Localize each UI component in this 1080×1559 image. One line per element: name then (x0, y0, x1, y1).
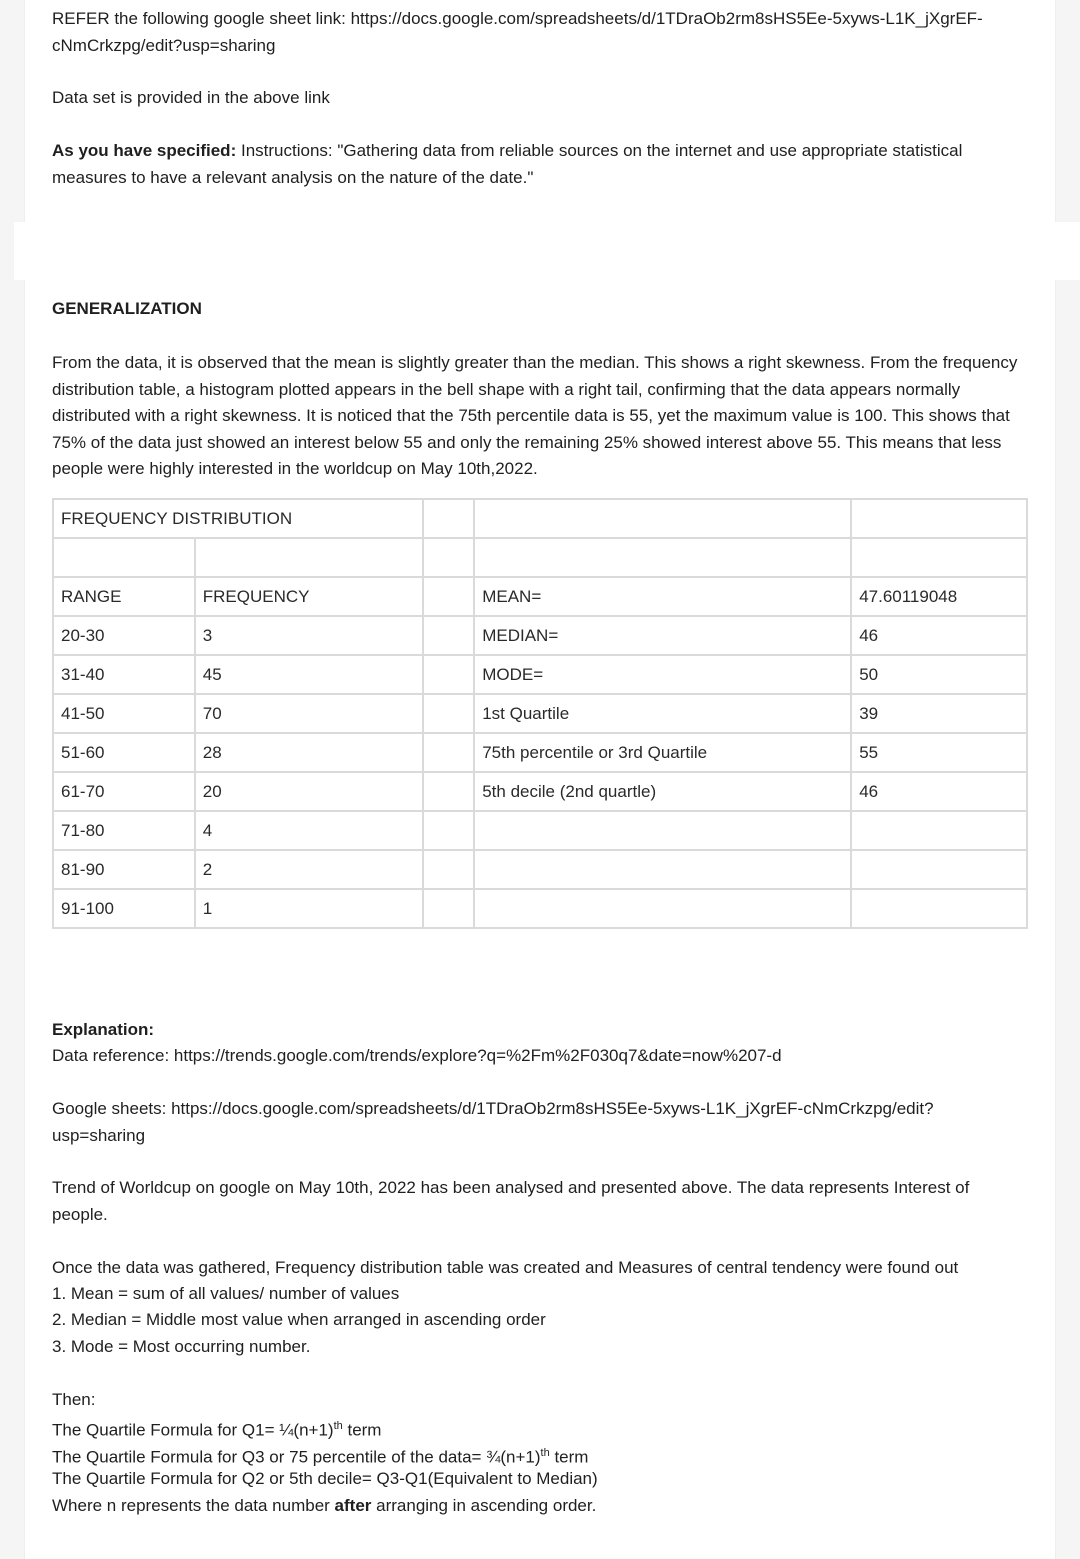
frequency-cell: 2 (195, 850, 424, 889)
header-frequency: FREQUENCY (195, 577, 424, 616)
dataset-note: Data set is provided in the above link (52, 88, 330, 107)
stat-label-cell: MODE= (474, 655, 851, 694)
frequency-cell: 28 (195, 733, 424, 772)
table-cell (423, 733, 474, 772)
table-cell (851, 499, 1027, 538)
range-cell: 51-60 (53, 733, 195, 772)
stat-value-cell: 39 (851, 694, 1027, 733)
generalization-heading: GENERALIZATION (52, 299, 202, 318)
table-cell (423, 499, 474, 538)
stat-label-cell: 75th percentile or 3rd Quartile (474, 733, 851, 772)
mean-label: MEAN= (474, 577, 851, 616)
specified-text: Instructions: "Gathering data from reliable sources on the internet and use appropriate statistical measures to have a relevant analysis on the nature of the date." (52, 141, 963, 187)
stat-value-cell: 50 (851, 655, 1027, 694)
header-range: RANGE (53, 577, 195, 616)
section-divider (14, 222, 1080, 280)
frequency-cell: 4 (195, 811, 424, 850)
table-cell (423, 772, 474, 811)
range-cell: 81-90 (53, 850, 195, 889)
range-cell: 71-80 (53, 811, 195, 850)
refer-link-text[interactable]: REFER the following google sheet link: https://docs.google.com/spreadsheets/d/1TDraOb2rm8sHS5Ee-5xyws-L1K_jXgrEF-cNmCrkzpg/edit?usp=sharing (52, 9, 983, 55)
frequency-cell: 3 (195, 616, 424, 655)
table-row (53, 733, 1027, 772)
range-cell: 31-40 (53, 655, 195, 694)
generalization-text: From the data, it is observed that the mean is slightly greater than the median. This shows a right skewness. From the frequency distribution table, a histogram plotted appears in the bell shape with a right tail, confirming that the data appears normally distributed with a right skewness. It is noticed that the 75th percentile data is 55, yet the maximum value is 100. This shows that 75% of the data just showed an interest below 55 and only the remaining 25% showed interest above 55. This means that less people were highly interested in the worldcup on May 10th,2022. (52, 353, 1018, 478)
stat-label-cell (474, 850, 851, 889)
list-item: 2. Median = Middle most value when arranged in ascending order (52, 1310, 546, 1329)
range-cell: 91-100 (53, 889, 195, 928)
table-row (53, 499, 1027, 538)
q1-formula: The Quartile Formula for $Q1= \frac{1}{4}(n+1)^{th}$ term (52, 1420, 382, 1440)
stat-value-cell (851, 811, 1027, 850)
frequency-cell: 45 (195, 655, 424, 694)
trend-paragraph: Trend of Worldcup on google on May 10th, 2022 has been analysed and presented above. The data represents Interest of people. (52, 1178, 970, 1224)
table-row (53, 850, 1027, 889)
table-row (53, 694, 1027, 733)
frequency-cell: 1 (195, 889, 424, 928)
frequency-cell: 20 (195, 772, 424, 811)
specified-paragraph (52, 138, 1002, 191)
stat-value-cell: 55 (851, 733, 1027, 772)
list-item: 1. Mean = sum of all values/ number of values (52, 1284, 400, 1303)
table-row (53, 655, 1027, 694)
frequency-table (52, 498, 1028, 929)
frequency-cell: 70 (195, 694, 424, 733)
table-row (53, 616, 1027, 655)
list-item: 3. Mode = Most occurring number. (52, 1337, 311, 1356)
stat-label-cell: MEDIAN= (474, 616, 851, 655)
stat-label-cell: 1st Quartile (474, 694, 851, 733)
table-cell (423, 889, 474, 928)
table-row (53, 889, 1027, 928)
table-cell (423, 694, 474, 733)
google-sheets-link[interactable]: Google sheets: https://docs.google.com/spreadsheets/d/1TDraOb2rm8sHS5Ee-5xyws-L1K_jXgrEF-cNmCrkzpg/edit?usp=sharing (52, 1099, 934, 1145)
table-cell (195, 538, 424, 577)
table-cell (474, 499, 851, 538)
range-cell: 41-50 (53, 694, 195, 733)
stat-value-cell (851, 850, 1027, 889)
q3-formula: The Quartile Formula for Q3 or 75 percentile of the data= $\frac{3}{4}(n+1)^{th}$ term (52, 1447, 589, 1467)
table-row (53, 577, 1027, 616)
table-cell (423, 538, 474, 577)
table-cell (53, 538, 195, 577)
table-row (53, 811, 1027, 850)
table-cell (423, 850, 474, 889)
table-cell (423, 811, 474, 850)
stat-label-cell (474, 811, 851, 850)
table-cell (423, 616, 474, 655)
mean-value: 47.60119048 (851, 577, 1027, 616)
table-cell (474, 538, 851, 577)
specified-label: As you have specified: (52, 141, 237, 160)
stat-label-cell (474, 889, 851, 928)
table-row (53, 772, 1027, 811)
stat-value-cell (851, 889, 1027, 928)
stat-value-cell: 46 (851, 772, 1027, 811)
range-cell: 61-70 (53, 772, 195, 811)
central-tendency-intro: Once the data was gathered, Frequency distribution table was created and Measures of central tendency were found out (52, 1258, 959, 1277)
table-cell (423, 577, 474, 616)
data-reference-link[interactable]: Data reference: https://trends.google.com/trends/explore?q=%2Fm%2F030q7&date=now%207-d (52, 1046, 782, 1065)
explanation-heading: Explanation: (52, 1020, 155, 1039)
table-row (53, 538, 1027, 577)
table-cell (851, 538, 1027, 577)
where-note: Where n represents the data number after arranging in ascending order. (52, 1496, 597, 1515)
then-label: Then: (52, 1390, 96, 1409)
stat-value-cell: 46 (851, 616, 1027, 655)
q2-formula: The Quartile Formula for Q2 or 5th decile= Q3-Q1(Equivalent to Median) (52, 1469, 598, 1488)
stat-label-cell: 5th decile (2nd quartle) (474, 772, 851, 811)
range-cell: 20-30 (53, 616, 195, 655)
table-cell (423, 655, 474, 694)
table-title: FREQUENCY DISTRIBUTION (53, 499, 423, 538)
